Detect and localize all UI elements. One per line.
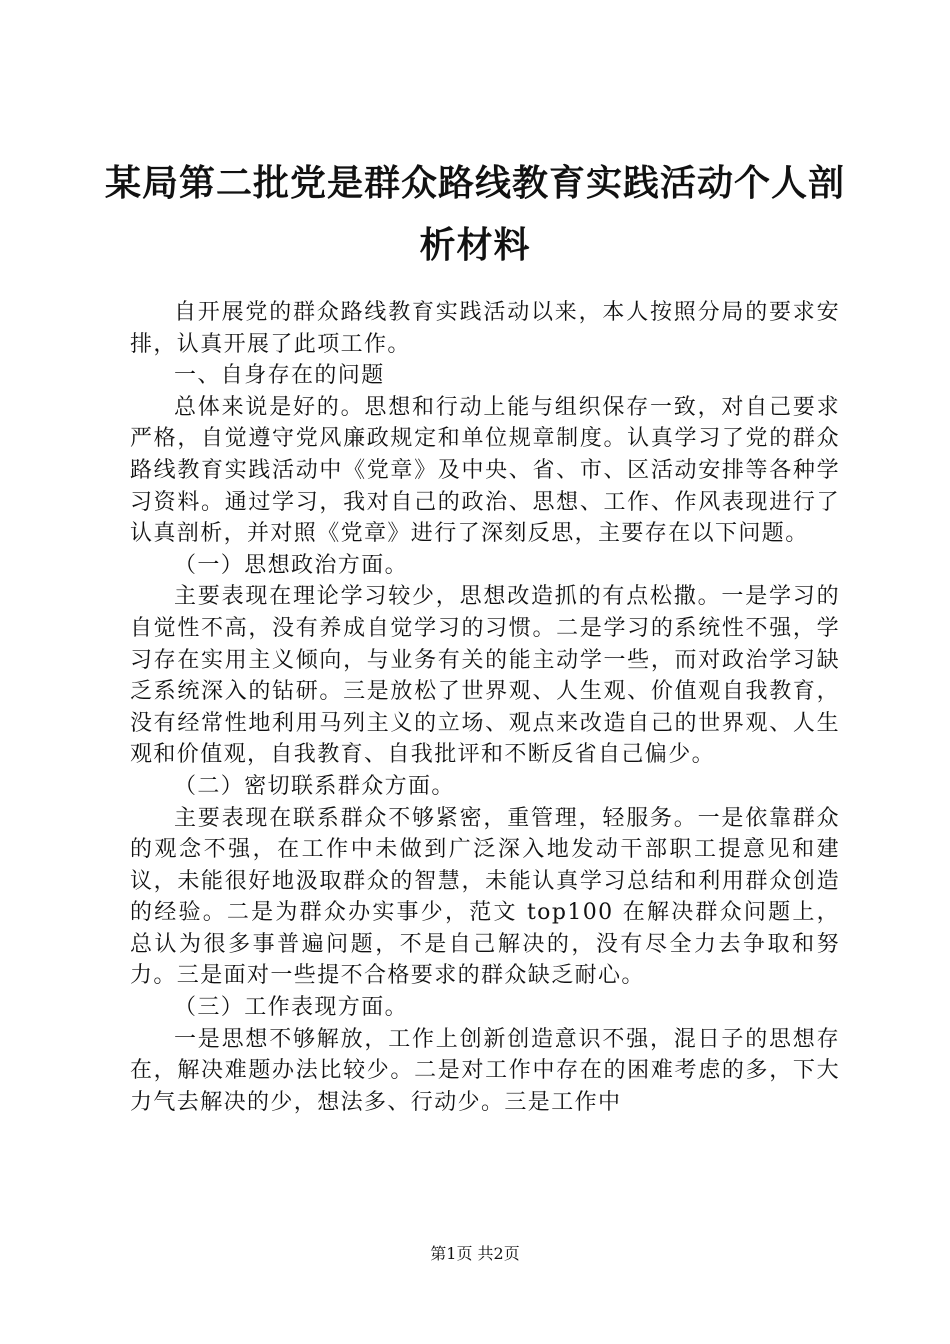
paragraph-work-performance: 一是思想不够解放，工作上创新创造意识不强，混日子的思想存在，解决难题办法比较少。二是对工作中存在的困难考虑的多，下大力气去解决的少，想法多、行动少。三是工作中	[130, 1026, 840, 1115]
page-footer: 第1页 共2页	[430, 1244, 520, 1263]
section-heading-problems: 一、自身存在的问题	[174, 363, 385, 389]
paragraph-intro: 自开展党的群众路线教育实践活动以来，本人按照分局的要求安排，认真开展了此项工作。	[130, 300, 840, 357]
title-line-2: 析材料	[419, 224, 531, 266]
document-title	[100, 152, 850, 276]
paragraph-political-thought: 主要表现在理论学习较少，思想改造抓的有点松撒。一是学习的自觉性不高，没有养成自觉学习的习惯。二是学习的系统性不强，学习存在实用主义倾向，与业务有关的能主动学一些，而对政治学习缺乏系统深入的钻研。三是放松了世界观、人生观、价值观自我教育，没有经常性地利用马列主义的立场、观点来改造自己的世界观、人生观和价值观，自我教育、自我批评和不断反省自己偏少。	[130, 584, 840, 768]
paragraph-overview: 总体来说是好的。思想和行动上能与组织保存一致，对自己要求严格，自觉遵守党风廉政规定和单位规章制度。认真学习了党的群众路线教育实践活动中《党章》及中央、省、市、区活动安排等各种学习资料。通过学习，我对自己的政治、思想、工作、作风表现进行了认真剖析，并对照《党章》进行了深刻反思，主要存在以下问题。	[130, 394, 840, 547]
title-line-1: 某局第二批党是群众路线教育实践活动个人剖	[104, 162, 845, 204]
paragraph-mass-contact: 主要表现在联系群众不够紧密，重管理，轻服务。一是依靠群众的观念不强，在工作中未做到广泛深入地发动干部职工提意见和建议，未能很好地汲取群众的智慧，未能认真学习总结和利用群众创造的经验。二是为群众办实事少，范文 top100 在解决群众问题上，总认为很多事普遍问题，不是自己解决的，没有尽全力去争取和努力。三是面对一些提不合格要求的群众缺乏耐心。	[130, 805, 840, 989]
subheading-mass-contact: （二）密切联系群众方面。	[174, 773, 455, 799]
subheading-political-thought: （一）思想政治方面。	[174, 552, 409, 578]
subheading-work-performance: （三）工作表现方面。	[174, 995, 409, 1021]
document-body	[130, 297, 840, 1118]
